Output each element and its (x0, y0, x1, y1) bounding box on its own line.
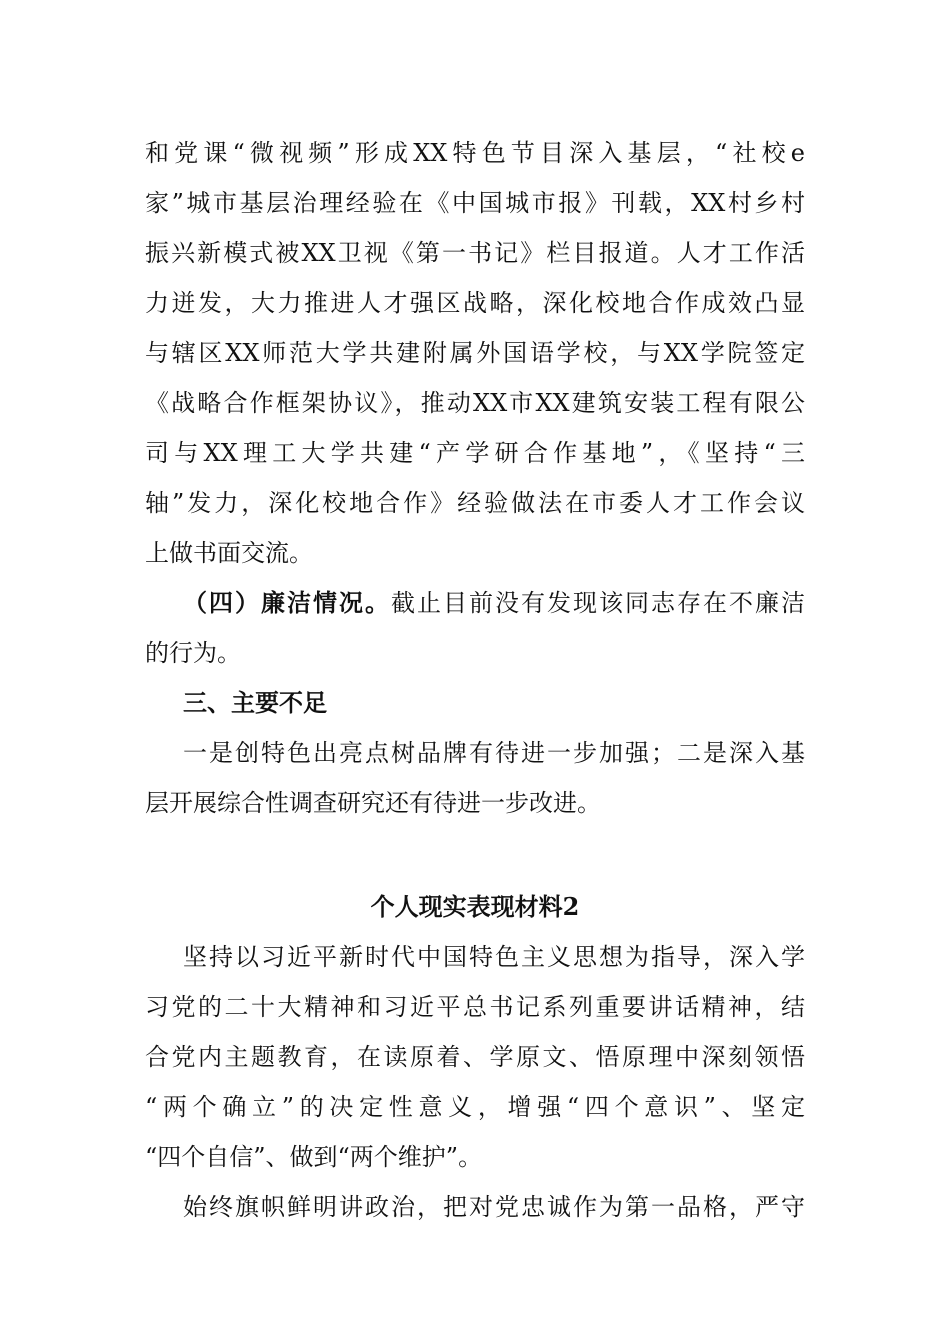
integrity-paragraph (145, 578, 805, 678)
text-line: “四个自信”、做到“两个维护”。 (145, 1143, 483, 1171)
text-line: 一是创特色出亮点树品牌有待进一步加强；二是深入基 (183, 739, 805, 767)
text-line: 司与XX理工大学共建“产学研合作基地”，《坚持“三 (145, 439, 805, 467)
achievements-paragraph (145, 128, 805, 578)
text-line: 始终旗帜鲜明讲政治，把对党忠诚作为第一品格，严守 (183, 1193, 805, 1221)
text-line: 家”城市基层治理经验在《中国城市报》刊载，XX村乡村 (145, 189, 805, 217)
text-line: 的行为。 (145, 639, 241, 667)
political-study-paragraph (145, 932, 805, 1182)
spacer (145, 828, 805, 882)
text-line: 轴”发力，深化校地合作》经验做法在市委人才工作会议 (145, 489, 805, 517)
shortcomings-paragraph (145, 728, 805, 828)
text-line: 与辖区XX师范大学共建附属外国语学校，与XX学院签定 (145, 339, 805, 367)
text-line: 和党课“微视频”形成XX特色节目深入基层，“社校e (145, 139, 805, 167)
text-line: 合党内主题教育，在读原着、学原文、悟原理中深刻领悟 (145, 1043, 805, 1071)
text-line: 上做书面交流。 (145, 539, 313, 567)
text-line: 坚持以习近平新时代中国特色主义思想为指导，深入学 (183, 943, 805, 971)
text-line: 《战略合作框架协议》，推动XX市XX建筑安装工程有限公 (145, 389, 805, 417)
section-heading: 三、主要不足 (183, 688, 327, 717)
integrity-text: 截止目前没有发现该同志存在不廉洁 (391, 589, 805, 617)
text-line: 力迸发，大力推进人才强区战略，深化校地合作成效凸显 (145, 289, 805, 317)
text-line: 振兴新模式被XX卫视《第一书记》栏目报道。人才工作活 (145, 239, 805, 267)
loyalty-paragraph (145, 1182, 805, 1232)
integrity-heading: （四）廉洁情况。 (183, 588, 391, 617)
text-line: 习党的二十大精神和习近平总书记系列重要讲话精神，结 (145, 993, 805, 1021)
text-line: “两个确立”的决定性意义，增强“四个意识”、坚定 (145, 1093, 805, 1121)
text-line: 层开展综合性调查研究还有待进一步改进。 (145, 789, 601, 817)
document-body (145, 128, 805, 1232)
document-title: 个人现实表现材料2 (370, 892, 580, 921)
text-line (145, 578, 805, 628)
